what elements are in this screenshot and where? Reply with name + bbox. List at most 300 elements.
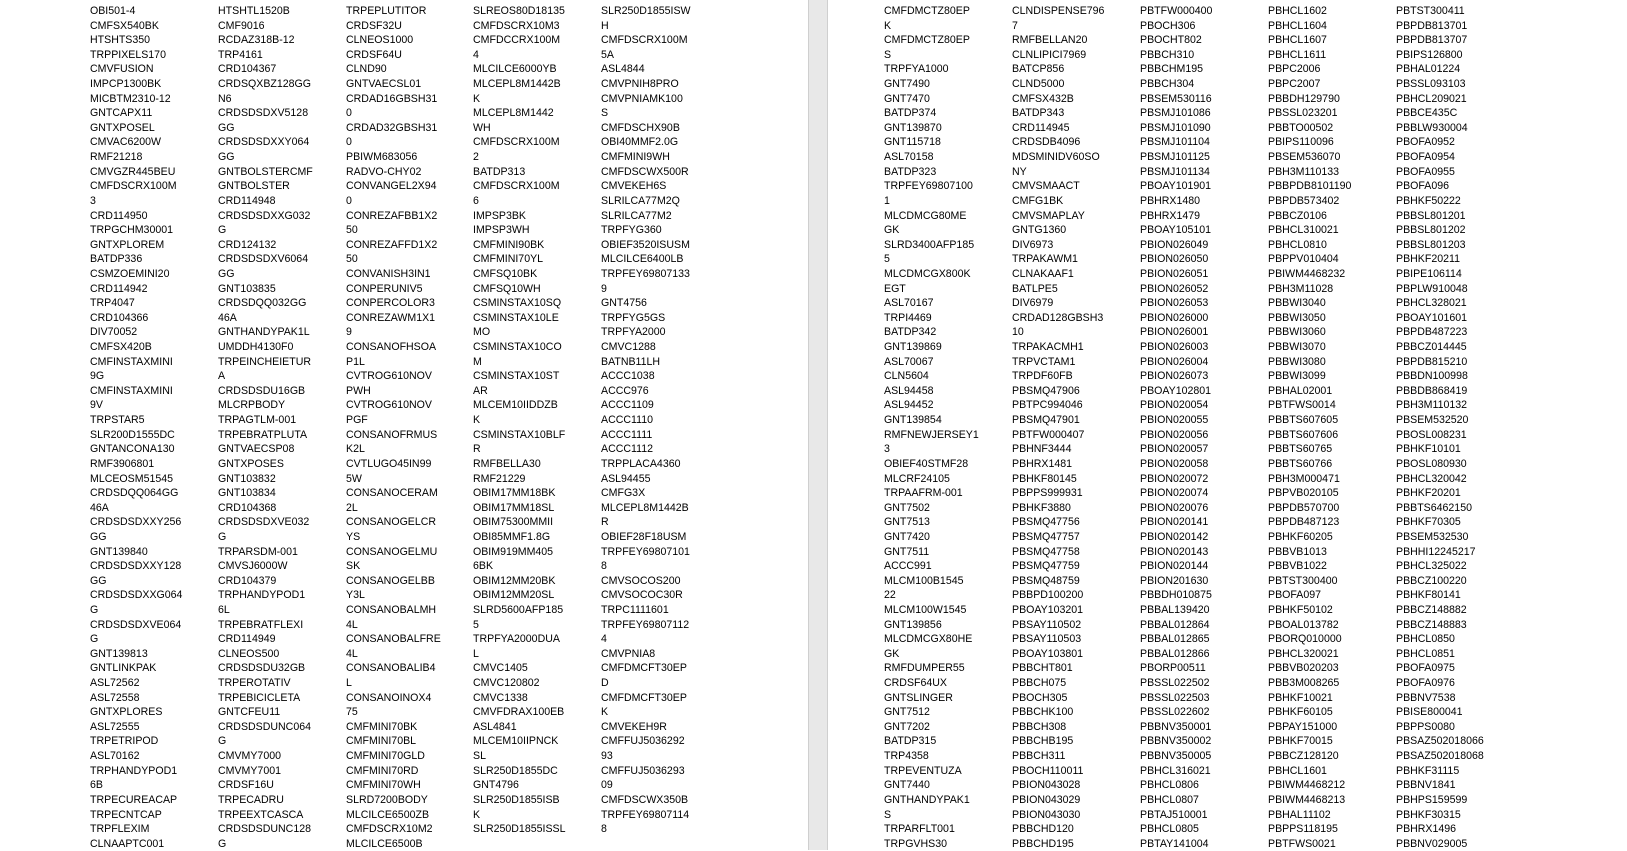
product-code: CLNDISPENSE796 [1012,5,1105,17]
product-code: PBOCHT802 [1140,34,1202,47]
product-code: GNTG1360 [1012,224,1067,237]
product-code: WH [473,121,491,134]
product-code: CMVC1405 [473,662,528,675]
product-code: PBTFWS0021 [1268,837,1336,850]
product-code: CSMINSTAX10BLF [473,428,566,441]
product-code: CMFDSCRX100M [473,136,560,149]
product-code: BATDP342 [884,326,937,339]
product-code: PBSMQ47758 [1012,545,1080,558]
product-code: IMPCP1300BK [90,78,162,91]
product-code: GNTBOLSTER [218,180,290,193]
product-code: CMFDCCRX100M [473,34,561,47]
product-code: PBSMJ101134 [1140,165,1210,178]
product-code: OBIM12MM20BK [473,574,556,587]
product-code: TRPFYA2000 [601,326,666,339]
product-code: SLRD7200BODY [346,793,428,806]
product-code: NY [1012,165,1027,178]
product-code: CMVSJ6000W [218,560,288,573]
product-code: GNT139870 [884,121,942,134]
product-code: TRPARFLT001 [884,823,955,836]
product-code: PBIWM683056 [346,151,418,164]
product-code: 3 [884,443,890,456]
product-code: GK [884,647,900,660]
product-code: PBPC2006 [1268,63,1321,76]
product-code: PBBCHD195 [1012,837,1074,850]
product-code: MLCEPL8M1442B [473,78,561,91]
product-code: CMVSOCOC30R [601,589,683,602]
product-code: TRPDF60FB [1012,370,1073,383]
product-code: PBION020143 [1140,545,1209,558]
product-code: CRDSDSDXXG032 [218,209,311,222]
product-code: MLCEM10IIPNCK [473,735,559,748]
product-code: GNTHANDYPAK1 [884,793,970,806]
product-code: PBBCHD120 [1012,823,1074,836]
product-code: BATDP313 [473,165,526,178]
product-code: PBTFWS0014 [1268,399,1336,412]
product-code: BATDP315 [884,735,937,748]
product-code: PBBTS607605 [1268,414,1339,427]
product-code: TRPFEY69807100 [884,180,973,193]
product-code: 9V [90,399,103,412]
product-code: CRDSDSDXXG064 [90,589,183,602]
product-code: CRDSF64U [346,48,402,61]
product-code: TRPFYG360 [601,224,662,237]
product-code: PBBTS607606 [1268,428,1339,441]
product-code: RMF3906801 [90,457,155,470]
product-code: RMFDUMPER55 [884,662,965,675]
product-code: HTSHTL1520B [218,5,290,17]
product-code: CONPERUNIV5 [346,282,423,295]
product-code: CONSANOINOX4 [346,691,432,704]
product-code: CRDAD32GBSH31 [346,121,438,134]
product-code: DIV70052 [90,326,138,339]
product-code: PBBWI3050 [1268,311,1326,324]
product-code: 4L [346,647,358,660]
product-code: PBOCH306 [1140,19,1196,32]
page-gutter [808,0,828,850]
product-code: PBHRX1480 [1140,194,1201,207]
product-code: CRDSF16U [218,779,274,792]
product-code: GG [218,151,235,164]
product-code: 2 [473,151,479,164]
product-code: PBSMQ48759 [1012,574,1080,587]
product-code: PBION026000 [1140,311,1209,324]
product-code: TRPSTAR5 [90,414,145,427]
product-code: CONSANOFHSOA [346,341,437,354]
product-code: SLRILCA77M2 [601,209,672,222]
product-code: PBHHI12245217 [1396,545,1476,558]
product-code: Y3L [346,589,365,602]
product-code: SLR250D1855ISW [601,5,691,17]
right-page [828,0,1627,850]
product-code: CRD104367 [218,63,277,76]
product-code: G [218,837,227,850]
product-code: MLCEPL8M1442B [601,501,689,514]
product-code: CRD114950 [90,209,148,222]
product-code: PBTFW000407 [1012,428,1085,441]
product-code: PBPC2007 [1268,78,1321,91]
product-code: AR [473,384,488,397]
product-code: PBBWI3080 [1268,355,1326,368]
product-code: HTSHTS350 [90,34,151,47]
product-code: TRPEVENTUZA [884,764,962,777]
product-code: CSMZOEMINI20 [90,267,170,280]
product-code: GNTSLINGER [884,691,953,704]
product-code: TRPPLACA4360 [601,457,681,470]
product-code: PBHRX1496 [1396,823,1457,836]
product-code: PWH [346,384,371,397]
product-code: CMVMY7000 [218,750,281,763]
product-code: CRD104366 [90,311,149,324]
product-code: PBBCH311 [1012,750,1066,763]
product-code: CMFDMCTZ80EP [884,5,970,17]
product-code: PBBCZ100220 [1396,574,1467,587]
product-code: CONSANOFRMUS [346,428,438,441]
product-code: 8 [601,560,607,573]
product-code: GNT7502 [884,501,930,514]
product-code: PBBPD100200 [1012,589,1084,602]
product-code: G [218,530,227,543]
product-code: CMFMINI70BL [346,735,417,748]
product-code: PBBCZ148883 [1396,618,1467,631]
product-code: TRPECADRU [218,793,284,806]
product-code: 6L [218,603,230,616]
product-code: PBOFA0954 [1396,151,1455,164]
product-code: PBBAL139420 [1140,603,1210,616]
product-code: 5 [884,253,890,266]
product-code: CRDSDSDU32GB [218,662,306,675]
product-code: TRPECUREACAP [90,793,178,806]
product-code: PBBVB1013 [1268,545,1327,558]
product-code: CVTROG610NOV [346,399,432,412]
product-code: CMFMINI70RD [346,764,419,777]
product-code: CMFSX432B [1012,92,1074,105]
product-code: CMFG1BK [1012,194,1064,207]
product-code: PBION026004 [1140,355,1209,368]
product-code: ASL70158 [884,151,934,164]
product-code: PBSSL022503 [1140,691,1210,704]
product-code: PBHKF50102 [1268,603,1333,616]
product-code: 0 [346,107,352,120]
product-code: CRD114949 [218,633,276,646]
product-code: PBOAY101601 [1396,311,1468,324]
product-code: PBHCL0806 [1140,779,1199,792]
product-code: SK [346,560,361,573]
product-code: PBION020054 [1140,399,1209,412]
product-code: ACCC1110 [601,414,654,427]
product-code: PBTFW000400 [1140,5,1213,17]
product-code: IMPSP3WH [473,224,530,237]
product-code: GNTANCONA130 [90,443,175,456]
product-code: PBBWI3060 [1268,326,1326,339]
product-code: PBPAY151000 [1268,720,1338,733]
product-code: GNTLINKPAK [90,662,157,675]
product-code: TRPEBICICLETA [218,691,301,704]
product-code: TRPHANDYPOD1 [218,589,306,602]
product-code: TRPEROTATIV [218,677,291,690]
right-page-column-2 [1012,4,1104,851]
product-code: 46A [90,501,109,514]
product-code: DIV6973 [1012,238,1054,251]
product-code: PBBWI3070 [1268,341,1326,354]
product-code: PBHAL11102 [1268,808,1331,821]
product-code: SLR250D1855ISB [473,793,560,806]
product-code: GNT7440 [884,779,930,792]
product-code: CMVEKEH6S [601,180,667,193]
product-code: GNT139856 [884,618,942,631]
product-code: OBI501-4 [90,5,136,17]
product-code: CSMINSTAX10LE [473,311,559,324]
product-code: CMFDSCRX10M2 [346,823,433,836]
product-code: PBSEM532530 [1396,530,1469,543]
product-code: GNT7511 [884,545,930,558]
product-code: PBBDH129790 [1268,92,1340,105]
product-code: ASL72562 [90,677,140,690]
product-code: PBPDB487123 [1268,516,1340,529]
product-code: PBHCL316021 [1140,764,1211,777]
product-code: PBBCZ014445 [1396,341,1467,354]
product-code: PBBCZ148882 [1396,603,1467,616]
product-code: SL [473,750,486,763]
product-code: PBBVB1022 [1268,560,1327,573]
product-code: CONSANOBALIB4 [346,662,436,675]
product-code: CONVANGEL2X94 [346,180,437,193]
product-code: PBION026050 [1140,253,1209,266]
product-code: K [473,808,481,821]
product-code: PBBNV7538 [1396,691,1456,704]
product-code: CMVAC6200W [90,136,162,149]
product-code: CRDSDSDUNC064 [218,720,312,733]
product-code: CSMINSTAX10ST [473,370,560,383]
product-code: PBION043028 [1012,779,1081,792]
product-code: CONSANOGELMU [346,545,438,558]
product-code: PBHKF80141 [1396,589,1461,602]
product-code: K [473,414,481,427]
product-code: PBHNF3444 [1012,443,1072,456]
product-code: TRPI4469 [884,311,932,324]
product-code: PBPVB020105 [1268,487,1339,500]
product-code: PBION020141 [1140,516,1209,529]
left-page-column-5 [601,4,691,837]
product-code: CMVMY7001 [218,764,281,777]
product-code: MLCILCE6400LB [601,253,684,266]
product-code: PBION026003 [1140,341,1209,354]
product-code: TRPGVHS30 [884,837,947,850]
product-code: EGT [884,282,906,295]
product-code: PBHPS159599 [1396,793,1468,806]
product-code: BATLPE5 [1012,282,1058,295]
product-code: PBPDB815210 [1396,355,1468,368]
product-code: PBHCL1601 [1268,764,1327,777]
product-code: TRPAGTLM-001 [218,414,297,427]
product-code: CONSANOCERAM [346,487,438,500]
product-code: P1L [346,355,365,368]
product-code: CMFFUJ5036293 [601,764,685,777]
product-code: CONVANISH3IN1 [346,267,431,280]
product-code: PBION026001 [1140,326,1209,339]
product-code: PBOFA097 [1268,589,1321,602]
product-code: MICBTM2310-12 [90,92,171,105]
product-code: PBH3M110132 [1396,399,1468,412]
product-code: CRDSDQQ064GG [90,487,179,500]
left-page-column-3 [346,4,441,851]
product-code: MLCEPL8M1442 [473,107,554,120]
left-page-column-1 [90,4,182,851]
product-code: PBHKF10101 [1396,443,1461,456]
product-code: TRPFEY69807114 [601,808,690,821]
product-code: TRP4161 [218,48,263,61]
product-code: PBBAL012865 [1140,633,1210,646]
product-code: MLCDMCGX800K [884,267,971,280]
product-code: 93 [601,750,613,763]
product-code: PBSMQ47906 [1012,384,1080,397]
product-code: PBSMJ101086 [1140,107,1211,120]
product-code: CRD104379 [218,574,277,587]
product-code: TRPFEY69807112 [601,618,690,631]
product-code: 4L [346,618,358,631]
product-code: CMFDSCRX100M [601,34,688,47]
product-code: 6 [473,194,479,207]
product-code: PBBCHK100 [1012,706,1074,719]
product-code: PBHCL310021 [1268,224,1339,237]
product-code: L [473,647,479,660]
product-code: GNTHANDYPAK1L [218,326,310,339]
product-code: PBSEM530116 [1140,92,1212,105]
product-code: TRPFLEXIM [90,823,150,836]
product-code: RMF21229 [473,472,526,485]
product-code: PBION020055 [1140,414,1209,427]
product-code: ACCC1112 [601,443,654,456]
product-code: MLCRF24105 [884,472,950,485]
product-code: PBHKF31115 [1396,764,1460,777]
product-code: CMVPNIH8PRO [601,78,679,91]
product-code: CRDSDB4096 [1012,136,1081,149]
product-code: CLNEOS500 [218,647,280,660]
product-code: CMFMINI70BK [346,720,418,733]
product-code: PBION020142 [1140,530,1209,543]
product-code: CMVFDRAX100EB [473,706,565,719]
product-code: PBHCL0807 [1140,793,1199,806]
product-code: PBSMJ101090 [1140,121,1211,134]
product-code: OBI40MMF2.0G [601,136,679,149]
product-code: PBION020074 [1140,487,1209,500]
product-code: PBBCZ128120 [1268,750,1339,763]
product-code: CMFMINI70YL [473,253,544,266]
product-code: PBBNV029005 [1396,837,1468,850]
product-code: PBBCH075 [1012,677,1067,690]
product-code: CMFDSCRX100M [90,180,177,193]
product-code: 9 [601,282,607,295]
product-code: PBION026073 [1140,370,1209,383]
product-code: PBIPS110096 [1268,136,1334,149]
product-code: GNTBOLSTERCMF [218,165,313,178]
product-code: CMFG3X [601,487,646,500]
product-code: PBIPS126800 [1396,48,1463,61]
product-code: CRDSDSDUNC128 [218,823,312,836]
product-code: TRPC1111601 [601,603,669,616]
product-code: CSMINSTAX10SQ [473,297,562,310]
product-code: 6BK [473,560,494,573]
product-code: CMVC1288 [601,341,656,354]
product-code: 4 [601,633,607,646]
product-code: MLCILCE6000YB [473,63,557,76]
product-code: PBSEM532520 [1396,414,1469,427]
product-code: GNTXPLOREM [90,238,165,251]
product-code: CRDSDSDXXY128 [90,560,182,573]
product-code: PBOSL080930 [1396,457,1467,470]
product-code: PBBVB020203 [1268,662,1339,675]
product-code: GG [218,267,235,280]
product-code: CONSANOBALMH [346,603,437,616]
product-code: CMVPNIAMK100 [601,92,683,105]
product-code: 50 [346,253,358,266]
product-code: PBHCL328021 [1396,297,1467,310]
product-code: PBTAJ510001 [1140,808,1208,821]
product-code: MLCRPBODY [218,399,286,412]
product-code: PBHKF30315 [1396,808,1461,821]
product-code: TRP4047 [90,297,135,310]
product-code: OBIM919MM405 [473,545,554,558]
product-code: GNT139869 [884,341,942,354]
product-code: GNT139840 [90,545,148,558]
product-code: ASL4844 [601,63,645,76]
product-code: TRPETRIPOD [90,735,159,748]
product-code: ASL72558 [90,691,140,704]
product-code: GNT7202 [884,720,930,733]
product-code: PBHCL0810 [1268,238,1327,251]
product-code: PBOFA096 [1396,180,1449,193]
product-code: BATNB11LH [601,355,661,368]
product-code: PBION020072 [1140,472,1209,485]
product-code: PGF [346,414,368,427]
product-code: MDSMINIDV60SO [1012,151,1100,164]
product-code: GNT139813 [90,647,148,660]
product-code: PBISE800041 [1396,706,1463,719]
product-code: PBH3M11028 [1268,282,1334,295]
product-code: K2L [346,443,365,456]
product-code: CMF9016 [218,19,265,32]
product-code: OBIEF40STMF28 [884,457,969,470]
product-code: PBION043029 [1012,793,1081,806]
product-code: 09 [601,779,613,792]
product-code: TRPEPLUTITOR [346,5,427,17]
product-code: PBBTS60765 [1268,443,1333,456]
product-code: MLCDMCG80ME [884,209,967,222]
product-code: PBTST300400 [1268,574,1338,587]
product-code: CRD124132 [218,238,277,251]
product-code: CMVSMAPLAY [1012,209,1085,222]
product-code: R [601,516,609,529]
product-code: CMFDSCWX500R [601,165,689,178]
product-code: PBSSL022602 [1140,706,1210,719]
product-code: PBBTS60766 [1268,457,1333,470]
product-code: PBTAY141004 [1140,837,1209,850]
product-code: UMDDH4130F0 [218,341,294,354]
product-code: ASL94455 [601,472,651,485]
product-code: CRD104368 [218,501,277,514]
product-code: GNTXPLORES [90,706,163,719]
product-code: PBSAZ502018068 [1396,750,1484,763]
product-code: PBBSL801201 [1396,209,1466,222]
left-page [0,0,808,850]
product-code: TRPPIXELS170 [90,48,166,61]
product-code: PBHCL209021 [1396,92,1467,105]
product-code: PBHRX1479 [1140,209,1201,222]
product-code: OBIM75300MMII [473,516,554,529]
product-code: GNT4756 [601,297,647,310]
product-code: CRDSF32U [346,19,402,32]
product-code: BATCP856 [1012,63,1065,76]
